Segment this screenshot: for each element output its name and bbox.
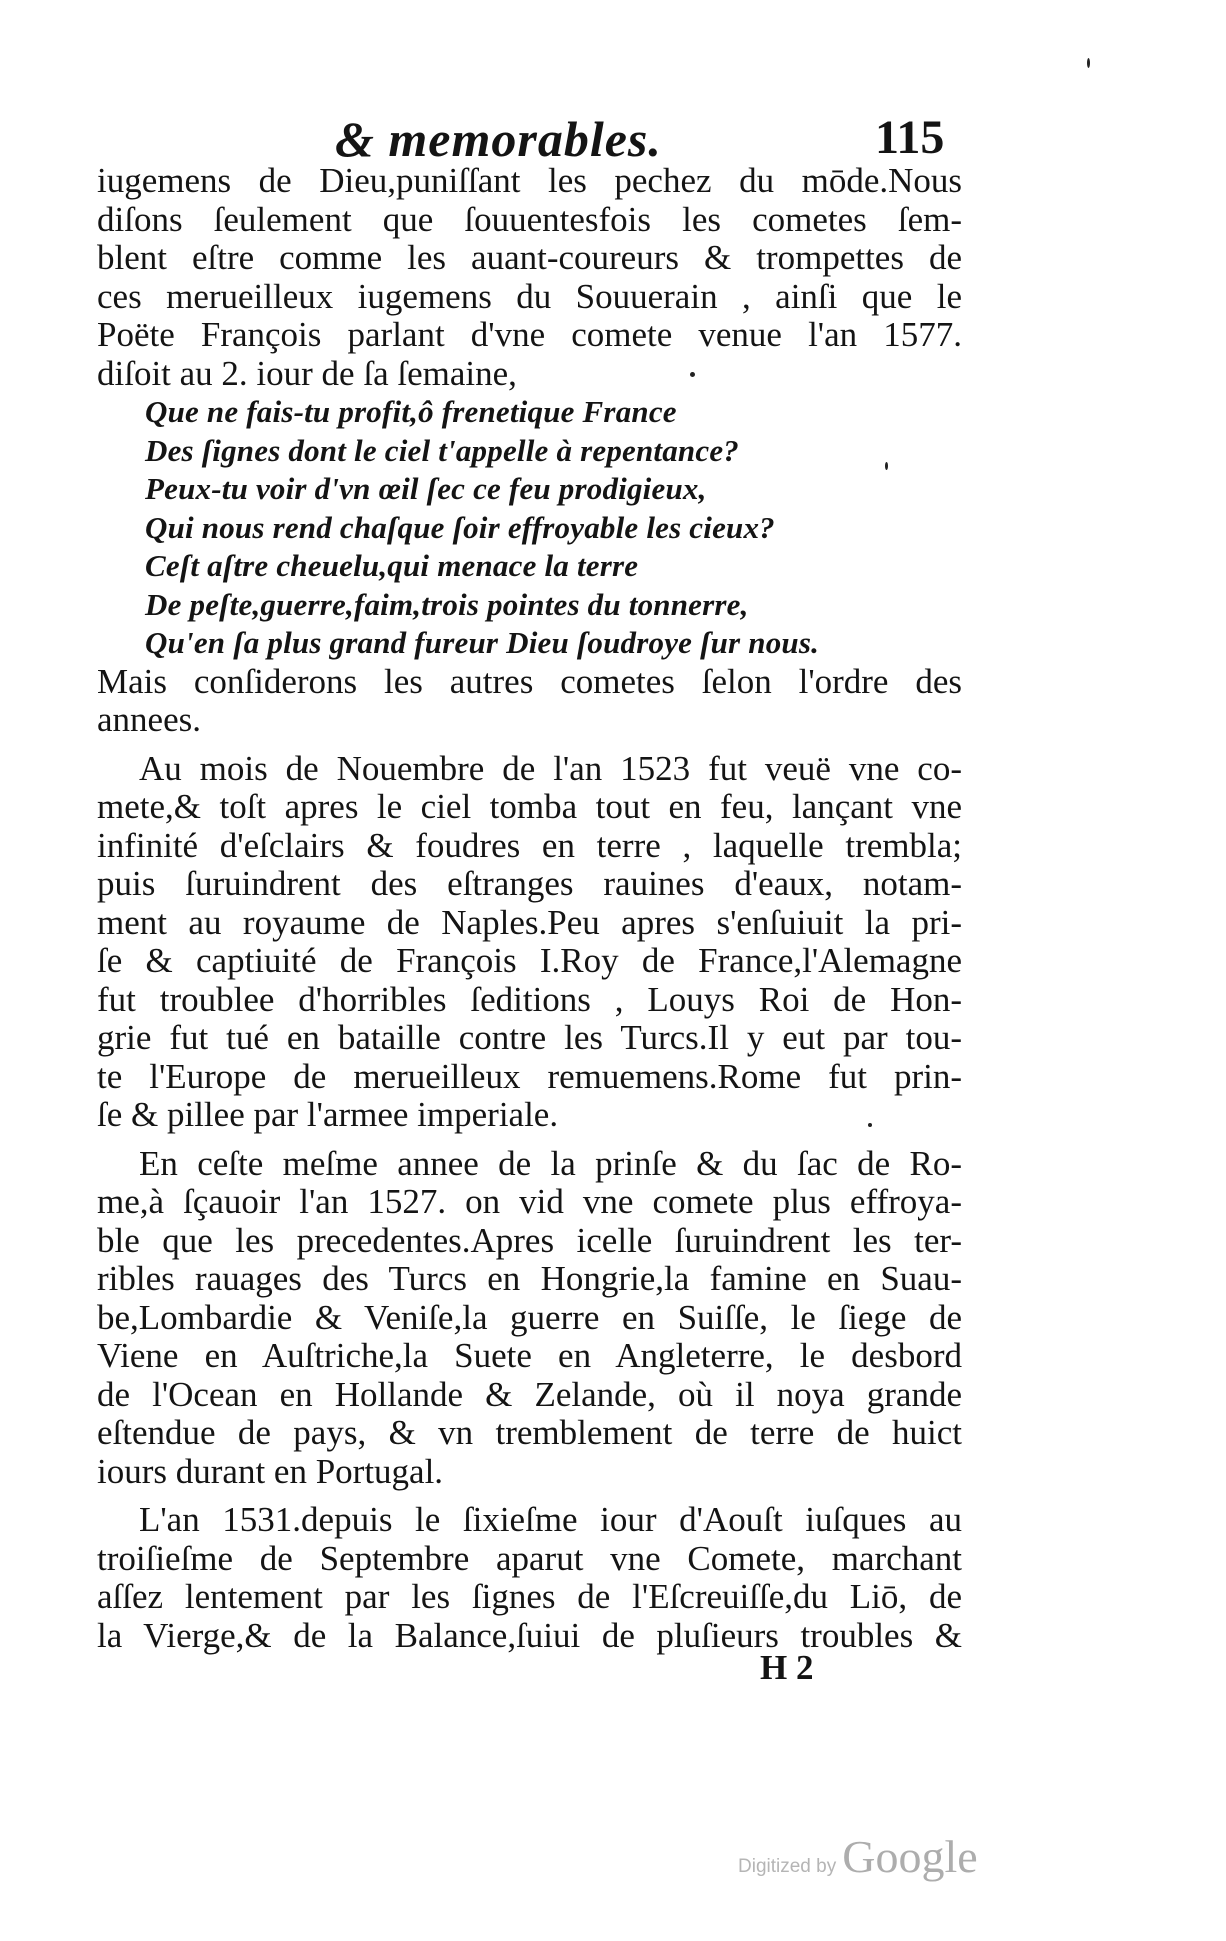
verse-line: Ceſt aſtre cheuelu,qui menace la terre (145, 548, 639, 583)
text-line: Mais conſiderons les autres cometes ſelon l'ordre des (97, 661, 962, 701)
verse-line: Des ſignes dont le ciel t'appelle à repentance? (145, 432, 739, 468)
watermark-prefix: Digitized by (738, 1856, 837, 1877)
ink-speck (690, 372, 695, 377)
text-line: Poëte François parlant d'vne comete venue l'an 1577. (97, 315, 962, 354)
text-line: fut troublee d'horribles ſeditions , Louys Roi de Hon- (97, 979, 962, 1019)
text-line: iugemens de Dieu,puniſſant les pechez du mōde.Nous (97, 161, 962, 200)
running-title: & memorables. (335, 111, 662, 167)
paragraph-3 (97, 750, 962, 1135)
text-line: ſe & pillee par l'armee imperiale. (97, 1095, 559, 1134)
paragraph-1 (97, 162, 962, 393)
text-line: la Vierge,& de la Balance,ſuiui de pluſieurs troubles & (97, 1615, 962, 1655)
text-line: L'an 1531.depuis le ſixieſme iour d'Aouſt iuſques au (139, 1500, 962, 1539)
text-line: iours durant en Portugal. (97, 1451, 444, 1491)
page-number: 115 (875, 111, 945, 164)
text-line: ces merueilleux iugemens du Souuerain , ainſi que le (97, 276, 962, 316)
text-line: ſe & captiuité de François I.Roy de France,l'Alemagne (97, 941, 962, 980)
text-line: annees. (97, 700, 201, 739)
verse-line: Que ne fais-tu profit,ô frenetique France (145, 394, 677, 429)
text-line: aſſez lentement par les ſignes de l'Eſcreuiſſe,du Liō, de (97, 1577, 962, 1616)
text-line: infinité d'eſclairs & foudres en terre , laquelle trembla; (97, 825, 962, 865)
verse-line: De peſte,guerre,faim,trois pointes du tonnerre, (145, 586, 749, 622)
text-line: blent eſtre comme les auant-coureurs & trompettes de (97, 238, 962, 277)
text-line: troiſieſme de Septembre aparut vne Comete, marchant (97, 1538, 962, 1578)
text-line: Viene en Auſtriche,la Suete en Angleterre, le desbord (97, 1336, 962, 1375)
digitized-watermark (738, 1830, 978, 1880)
text-line: diſoit au 2. iour de ſa ſemaine, (97, 353, 517, 393)
text-line: ble que les precedentes.Apres icelle ſuruindrent les ter- (97, 1220, 962, 1260)
text-line: be,Lombardie & Veniſe,la guerre en Suiſſe, le ſiege de (97, 1297, 962, 1337)
verse-line: Qui nous rend chaſque ſoir effroyable les cieux? (145, 509, 775, 545)
verse-quotation (97, 393, 962, 663)
text-line: diſons ſeulement que ſouuentesfois les cometes ſem- (97, 199, 962, 239)
text-line: mete,& toſt apres le ciel tomba tout en feu, lançant vne (97, 787, 962, 826)
text-line: Au mois de Nouembre de l'an 1523 fut veuë vne co- (139, 748, 962, 788)
text-line: ribles rauages des Turcs en Hongrie,la famine en Suau- (97, 1259, 962, 1298)
page-body (97, 162, 962, 1655)
text-line: En ceſte meſme annee de la prinſe & du ſac de Ro- (139, 1143, 962, 1183)
text-line: te l'Europe de merueilleux remuemens.Rome fut prin- (97, 1056, 962, 1096)
watermark-brand: Google (842, 1831, 978, 1882)
text-line: ment au royaume de Naples.Peu apres s'enſuiuit la pri- (97, 902, 962, 942)
verse-line: Qu'en ſa plus grand fureur Dieu ſoudroye ſur nous. (145, 625, 820, 660)
verse-line: Peux-tu voir d'vn œil ſec ce feu prodigieux, (145, 471, 707, 506)
paragraph-5 (97, 1501, 962, 1655)
text-line: puis ſuruindrent des eſtranges rauines d'eaux, notam- (97, 864, 962, 903)
paragraph-4 (97, 1145, 962, 1492)
ink-speck (868, 1123, 872, 1127)
text-line: me,à ſçauoir l'an 1527. on vid vne comete plus effroya- (97, 1182, 962, 1221)
ink-speck (1087, 58, 1090, 68)
text-line: de l'Ocean en Hollande & Zelande, où il noya grande (97, 1374, 962, 1414)
ink-speck (885, 462, 888, 470)
text-line: grie fut tué en bataille contre les Turcs.Il y eut par tou- (97, 1018, 962, 1057)
signature-mark: H 2 (760, 1648, 814, 1687)
paragraph-2 (97, 663, 962, 740)
text-line: eſtendue de pays, & vn tremblement de terre de huict (97, 1413, 962, 1452)
